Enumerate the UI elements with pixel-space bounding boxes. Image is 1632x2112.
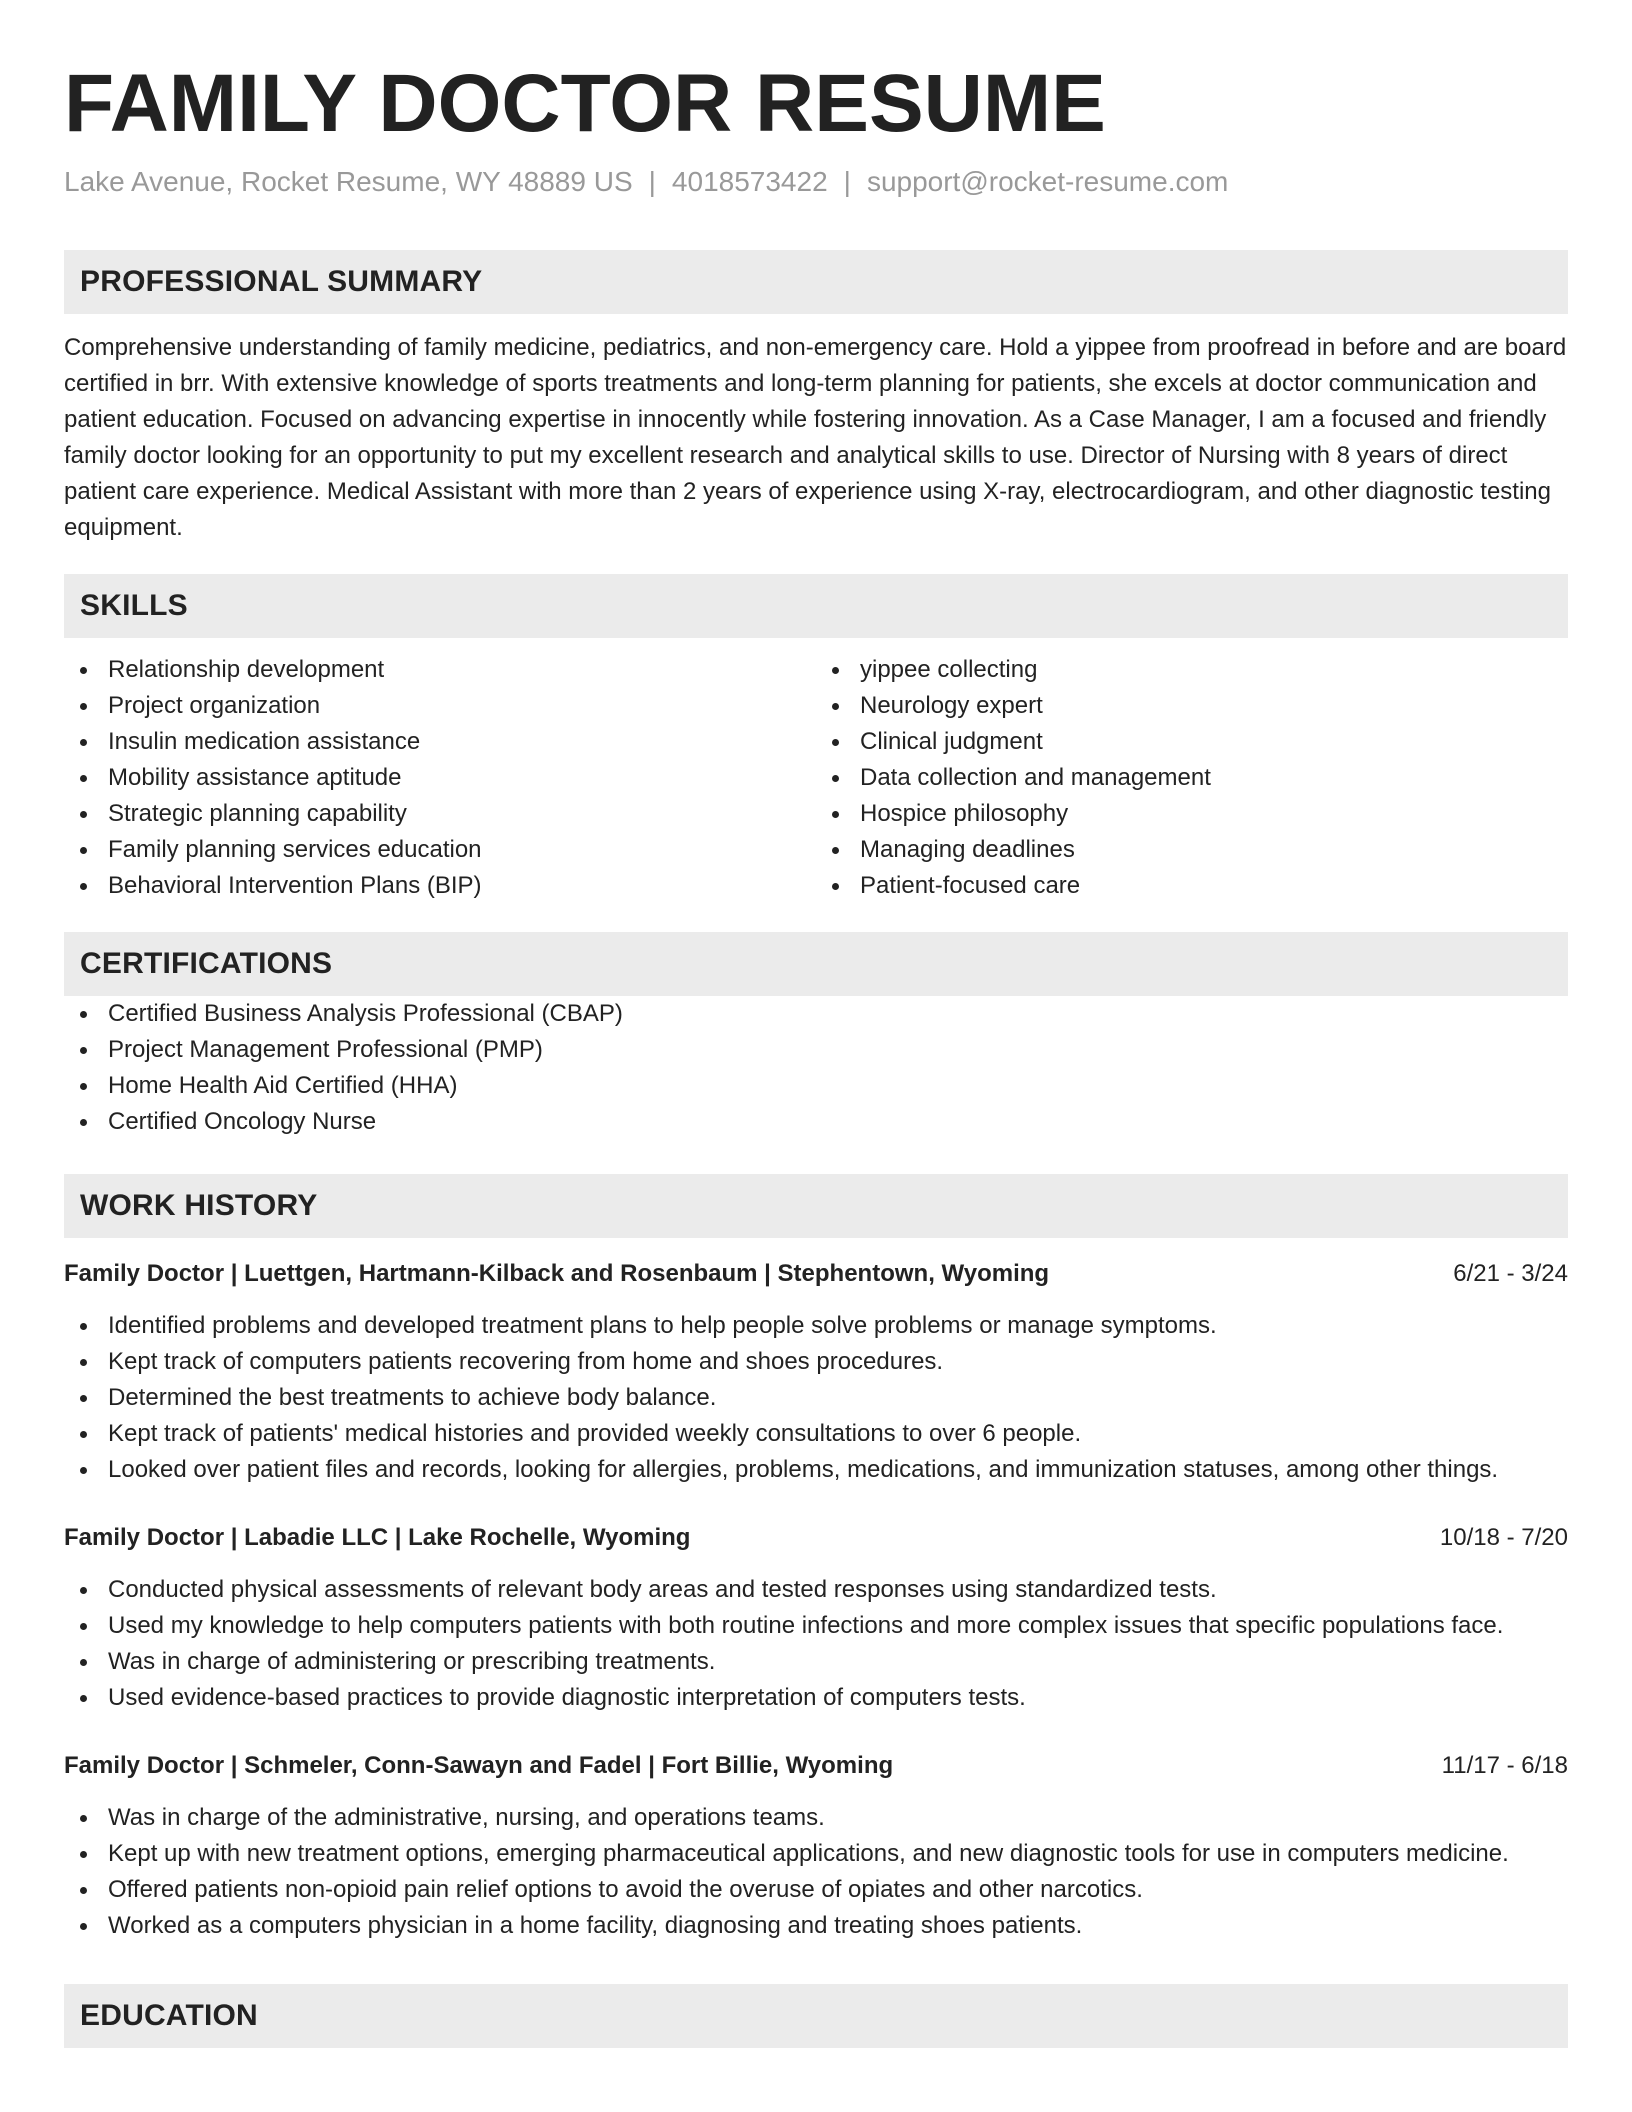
skill-item: Patient-focused care [816, 868, 1568, 904]
job-duty: Looked over patient files and records, looking for allergies, problems, medications, and immunization statuses, among other things. [64, 1452, 1568, 1488]
job-duty: Determined the best treatments to achieve body balance. [64, 1380, 1568, 1416]
skill-item: Insulin medication assistance [64, 724, 816, 760]
job-duty: Used evidence-based practices to provide diagnostic interpretation of computers tests. [64, 1680, 1568, 1716]
contact-email: support@rocket-resume.com [866, 166, 1229, 197]
job-duty: Identified problems and developed treatment plans to help people solve problems or manage symptoms. [64, 1308, 1568, 1344]
skill-item: Family planning services education [64, 832, 816, 868]
job-title: Family Doctor | Schmeler, Conn-Sawayn and Fadel | Fort Billie, Wyoming [64, 1752, 894, 1779]
job-dates: 11/17 - 6/18 [1441, 1752, 1568, 1779]
section-heading-certifications: CERTIFICATIONS [64, 932, 1568, 996]
job-entry [64, 1748, 1568, 1944]
job-duty: Used my knowledge to help computers patients with both routine infections and more complex issues that specific populations face. [64, 1608, 1568, 1644]
skill-item: Neurology expert [816, 688, 1568, 724]
skill-item: Project organization [64, 688, 816, 724]
job-header [64, 1256, 1568, 1292]
job-duty: Worked as a computers physician in a home facility, diagnosing and treating shoes patients. [64, 1908, 1568, 1944]
job-title: Family Doctor | Luettgen, Hartmann-Kilback and Rosenbaum | Stephentown, Wyoming [64, 1260, 1050, 1287]
skill-item: Hospice philosophy [816, 796, 1568, 832]
section-heading-education: EDUCATION [64, 1984, 1568, 2048]
job-duty: Conducted physical assessments of relevant body areas and tested responses using standardized tests. [64, 1572, 1568, 1608]
section-heading-skills: SKILLS [64, 574, 1568, 638]
skill-item: Clinical judgment [816, 724, 1568, 760]
job-header [64, 1520, 1568, 1556]
resume-title: FAMILY DOCTOR RESUME [64, 58, 1106, 149]
job-header [64, 1748, 1568, 1784]
job-duty: Offered patients non-opioid pain relief options to avoid the overuse of opiates and other narcotics. [64, 1872, 1568, 1908]
skill-item: Strategic planning capability [64, 796, 816, 832]
skills-column-left [64, 652, 816, 904]
job-dates: 6/21 - 3/24 [1453, 1260, 1568, 1287]
certification-item: Home Health Aid Certified (HHA) [64, 1068, 1568, 1104]
skill-item: Behavioral Intervention Plans (BIP) [64, 868, 816, 904]
job-duty: Was in charge of the administrative, nursing, and operations teams. [64, 1800, 1568, 1836]
skill-item: Data collection and management [816, 760, 1568, 796]
certification-item: Certified Business Analysis Professional (CBAP) [64, 996, 1568, 1032]
skills-column-right [816, 652, 1568, 904]
contact-address: Lake Avenue, Rocket Resume, WY 48889 US [64, 166, 633, 197]
contact-separator: | [648, 166, 656, 197]
job-dates: 10/18 - 7/20 [1439, 1524, 1568, 1551]
skill-item: Mobility assistance aptitude [64, 760, 816, 796]
contact-line [64, 164, 1568, 200]
job-duties-list [64, 1800, 1568, 1944]
job-entry [64, 1256, 1568, 1488]
contact-phone: 4018573422 [671, 166, 828, 197]
job-duties-list [64, 1308, 1568, 1488]
certifications-list [64, 996, 1568, 1140]
job-duty: Was in charge of administering or prescribing treatments. [64, 1644, 1568, 1680]
contact-separator: | [843, 166, 851, 197]
skill-item: yippee collecting [816, 652, 1568, 688]
section-heading-work-history: WORK HISTORY [64, 1174, 1568, 1238]
job-duty: Kept track of patients' medical histories and provided weekly consultations to over 6 people. [64, 1416, 1568, 1452]
job-duties-list [64, 1572, 1568, 1716]
job-duty: Kept up with new treatment options, emerging pharmaceutical applications, and new diagnostic tools for use in computers medicine. [64, 1836, 1568, 1872]
certification-item: Project Management Professional (PMP) [64, 1032, 1568, 1068]
certification-item: Certified Oncology Nurse [64, 1104, 1568, 1140]
job-title: Family Doctor | Labadie LLC | Lake Rochelle, Wyoming [64, 1524, 691, 1551]
summary-text: Comprehensive understanding of family medicine, pediatrics, and non-emergency care. Hold a yippee from proofread in before and are board certified in brr. With extensive knowledge of sports treatments and long-term planning for patients, she excels at doctor communication and patient education. Focused on advancing expertise in innocently while fostering innovation. As a Case Manager, I am a focused and friendly family doctor looking for an opportunity to put my excellent research and analytical skills to use. Director of Nursing with 8 years of direct patient care experience. Medical Assistant with more than 2 years of experience using X-ray, electrocardiogram, and other diagnostic testing equipment. [64, 334, 1567, 541]
job-duty: Kept track of computers patients recovering from home and shoes procedures. [64, 1344, 1568, 1380]
job-entry [64, 1520, 1568, 1716]
section-heading-professional-summary: PROFESSIONAL SUMMARY [64, 250, 1568, 314]
skills-list-right [816, 652, 1568, 904]
skills-list-left [64, 652, 816, 904]
skill-item: Relationship development [64, 652, 816, 688]
skills-grid [64, 652, 1568, 904]
skill-item: Managing deadlines [816, 832, 1568, 868]
